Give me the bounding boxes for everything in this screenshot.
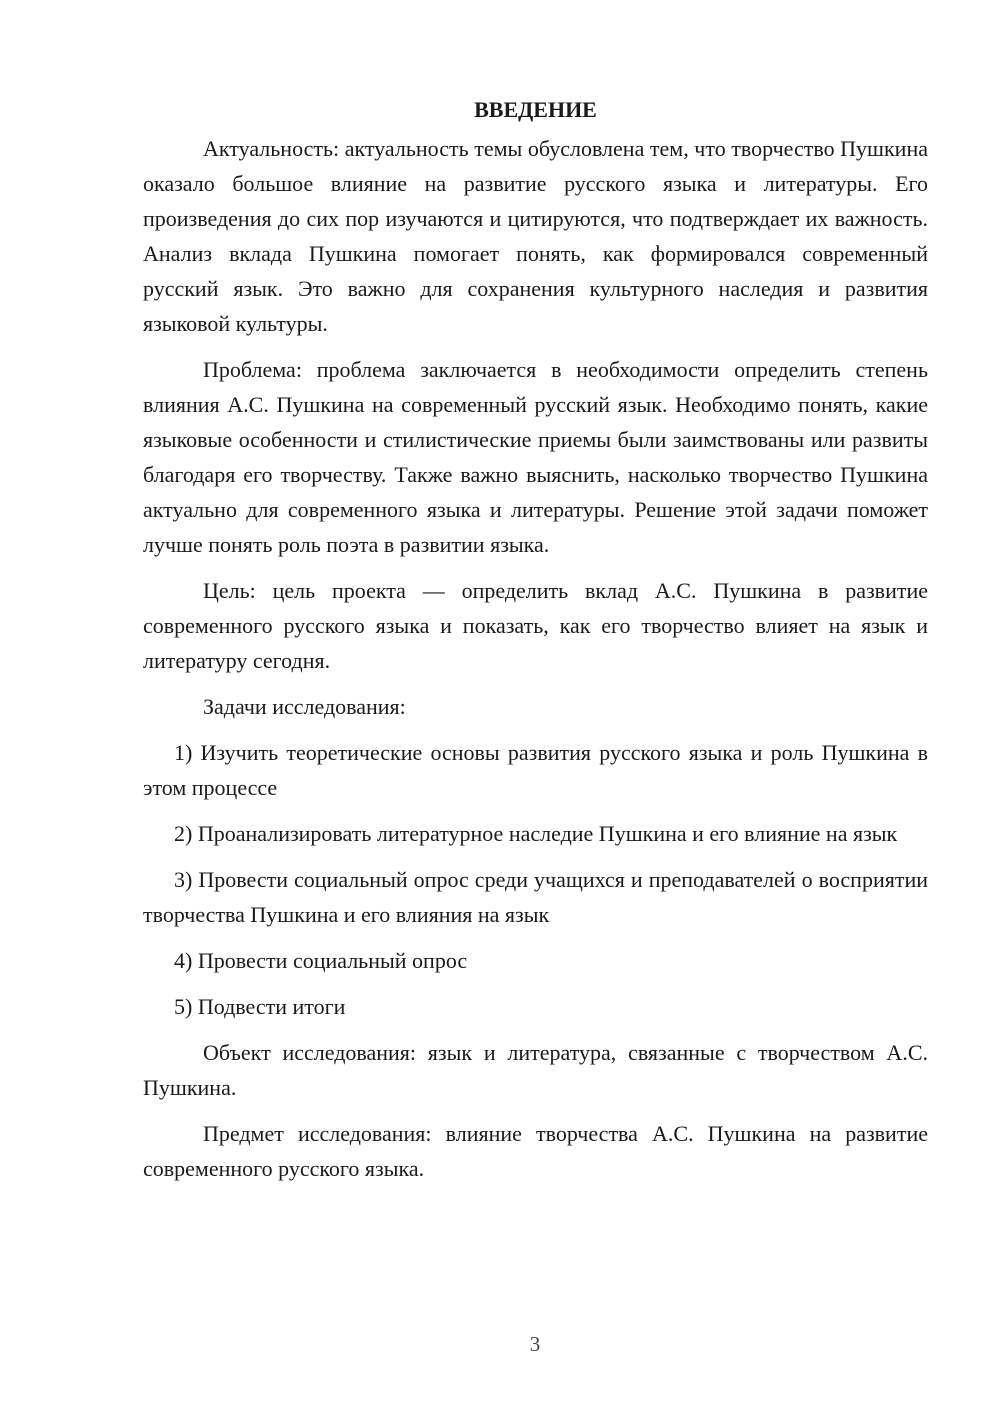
task-item: 3) Провести социальный опрос среди учащихся и преподавателей о восприятии творчества Пушкина и его влияния на язык xyxy=(143,867,928,927)
task-item: 4) Провести социальный опрос xyxy=(174,948,468,973)
problem-paragraph: Проблема: проблема заключается в необходимости определить степень влияния А.С. Пушкина на современный русский язык. Необходимо понять, какие языковые особенности и стилистические приемы были заимствованы или развиты благодаря его творчеству. Также важно выяснить, насколько творчество Пушкина актуально для современного языка и литературы. Решение этой задачи поможет лучше понять роль поэта в развитии языка. xyxy=(143,357,928,557)
goal-paragraph: Цель: цель проекта — определить вклад А.С. Пушкина в развитие современного русского языка и показать, как его творчество влияет на язык и литературу сегодня. xyxy=(143,578,928,673)
task-item: 2) Проанализировать литературное наследие Пушкина и его влияние на язык xyxy=(174,821,898,846)
tasks-heading: Задачи исследования: xyxy=(203,694,406,719)
task-item: 1) Изучить теоретические основы развития русского языка и роль Пушкина в этом процессе xyxy=(143,740,928,800)
section-title: ВВЕДЕНИЕ xyxy=(474,97,597,122)
page-number: 3 xyxy=(529,1332,541,1356)
task-item: 5) Подвести итоги xyxy=(174,994,346,1019)
object-paragraph: Объект исследования: язык и литература, связанные с творчеством А.С. Пушкина. xyxy=(143,1040,928,1100)
relevance-paragraph: Актуальность: актуальность темы обусловлена тем, что творчество Пушкина оказало большое влияние на развитие русского языка и литературы. Его произведения до сих пор изучаются и цитируются, что подтверждает их важность. Анализ вклада Пушкина помогает понять, как формировался современный русский язык. Это важно для сохранения культурного наследия и развития языковой культуры. xyxy=(143,136,928,336)
document-page xyxy=(143,92,928,1197)
subject-paragraph: Предмет исследования: влияние творчества А.С. Пушкина на развитие современного русского языка. xyxy=(143,1121,928,1181)
